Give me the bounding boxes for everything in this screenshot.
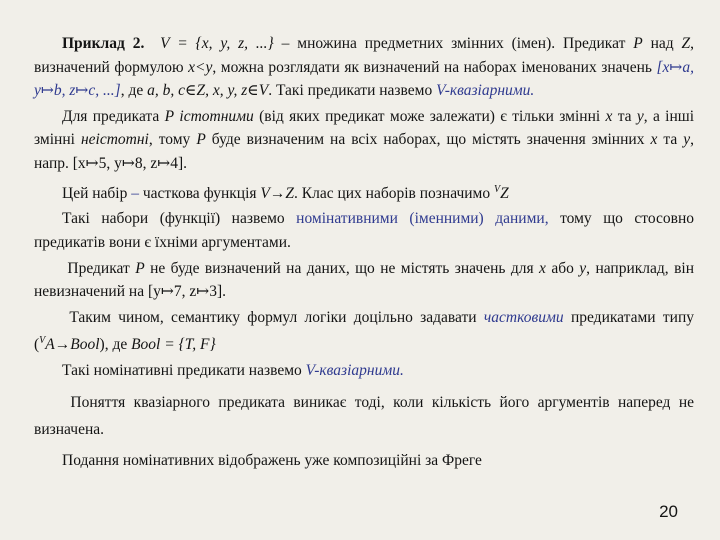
text: тому що стосовно предикатів вони є їхніми аргументами. xyxy=(34,210,694,251)
text: Таким чином, семантику формул логіки доцільно задавати xyxy=(69,308,484,326)
bool-definition: Bool = {T, F} xyxy=(131,336,216,354)
page-number: 20 xyxy=(659,502,678,521)
text: Поняття квазіарного предиката виникає тоді, коли кількість його аргументів наперед не визначена. xyxy=(34,393,695,438)
domain-name: Z xyxy=(681,35,691,52)
text: , а інші змінні xyxy=(34,107,694,149)
text: не буде визначений на даних, що не містять значень для xyxy=(144,259,540,277)
formula: x<y xyxy=(188,58,213,76)
var-x: x xyxy=(650,131,658,149)
text: або xyxy=(545,259,580,277)
example-label: Приклад 2. xyxy=(62,35,145,52)
predicate-name: P xyxy=(633,35,643,52)
text: , тому xyxy=(148,131,197,149)
paragraph-undefined xyxy=(34,257,694,304)
paragraph-essential xyxy=(34,105,694,176)
text: та xyxy=(657,131,684,149)
term-quasiary: V-квазіарними. xyxy=(436,82,535,100)
text: буде визначеним на всіх наборах, що містять значення змінних xyxy=(205,131,651,149)
text: . Такі предикати назвемо xyxy=(268,82,437,100)
text: , напр. [x↦5, y↦8, z↦4]. xyxy=(34,131,694,172)
text: Подання номінативних відображень уже композиційні за Фреге xyxy=(62,451,482,469)
text: Такі набори (функції) назвемо xyxy=(62,210,297,228)
text: предикатами типу ( xyxy=(34,308,694,354)
predicate-name: P xyxy=(196,131,206,149)
text: часткова функція xyxy=(139,184,261,202)
superscript-v: V xyxy=(39,335,46,347)
var-x: x xyxy=(539,259,546,277)
term-quasiary: V-квазіарними. xyxy=(305,362,404,380)
paragraph-quasiary xyxy=(34,359,694,383)
text: , наприклад, він невизначений на [y↦7, z↦3]. xyxy=(34,259,695,301)
text: , можна розглядати як визначений на наборах іменованих значень xyxy=(212,58,657,76)
text: (від яких предикат може залежати) є тільки змінні xyxy=(253,107,606,125)
superscript-v: V xyxy=(493,183,501,195)
slide-content xyxy=(34,32,694,474)
text: – множина предметних змінних (імен). Предикат xyxy=(273,35,634,52)
predicate-name: P xyxy=(164,107,175,125)
var-y: y xyxy=(636,107,644,125)
text: , визначений формулою xyxy=(34,35,695,76)
text: . Клас цих наборів позначимо xyxy=(294,184,494,202)
predicate-name: P xyxy=(135,259,145,277)
term-essential: істотними xyxy=(179,107,254,125)
var-x: x xyxy=(605,107,613,125)
membership: a, b, c∈Z, x, y, z∈V xyxy=(147,82,269,100)
text: та xyxy=(612,107,637,125)
predicate-type: A→Bool xyxy=(45,336,100,354)
class-z: Z xyxy=(500,184,509,202)
paragraph-frege xyxy=(34,449,694,473)
var-y: y xyxy=(683,131,691,149)
text: , де xyxy=(120,82,148,100)
paragraph-nominative xyxy=(34,207,694,254)
text: над xyxy=(642,35,682,52)
paragraph-concept xyxy=(34,389,694,443)
named-values-set: [x↦a, y↦b, z↦c, ...] xyxy=(34,58,694,100)
var-y: y xyxy=(579,259,587,277)
paragraph-partial-function xyxy=(34,178,694,206)
text: Такі номінативні предикати назвемо xyxy=(62,362,306,380)
paragraph-example xyxy=(34,32,694,103)
text: ), де xyxy=(99,336,132,354)
paragraph-semantics xyxy=(34,306,694,357)
variable-set: = {x, y, z, ...} xyxy=(169,35,274,52)
text: Предикат xyxy=(67,259,136,277)
dash: – xyxy=(131,184,139,202)
term-nominative-data: номінативними (іменними) даними, xyxy=(296,210,549,228)
text: Для предиката xyxy=(62,107,165,125)
term-partial: частковими xyxy=(483,308,564,326)
term-nonessential: неістотні xyxy=(80,131,149,149)
set-name: V xyxy=(160,35,170,52)
function-type: V→Z xyxy=(260,184,294,202)
text: Цей набір xyxy=(62,184,132,202)
